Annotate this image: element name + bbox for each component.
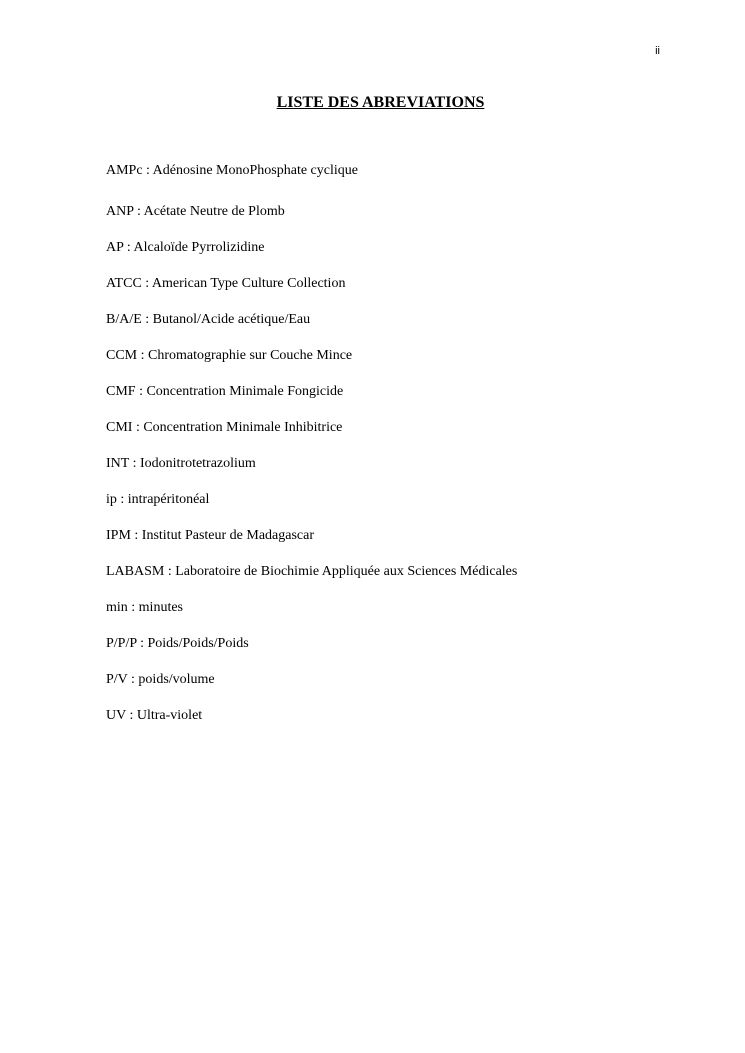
abbreviation-item: P/V : poids/volume	[106, 672, 215, 687]
abbreviation-item: CCM : Chromatographie sur Couche Mince	[106, 348, 353, 363]
abbreviation-item: CMI : Concentration Minimale Inhibitrice	[106, 420, 343, 435]
abbreviation-item: ip : intrapéritonéal	[106, 492, 210, 507]
abbreviation-item: AP : Alcaloïde Pyrrolizidine	[106, 240, 265, 255]
abbreviation-item: P/P/P : Poids/Poids/Poids	[106, 636, 249, 651]
abbreviation-item: ATCC : American Type Culture Collection	[106, 276, 346, 291]
abbreviation-item: ANP : Acétate Neutre de Plomb	[106, 204, 285, 219]
abbreviation-item: B/A/E : Butanol/Acide acétique/Eau	[106, 312, 311, 327]
abbreviation-item: LABASM : Laboratoire de Biochimie Appliquée aux Sciences Médicales	[106, 564, 518, 579]
page-number: ii	[655, 45, 660, 57]
abbreviation-item: CMF : Concentration Minimale Fongicide	[106, 384, 344, 399]
abbreviation-list	[106, 161, 517, 742]
abbreviation-item: INT : Iodonitrotetrazolium	[106, 456, 256, 471]
abbreviation-item: min : minutes	[106, 600, 183, 615]
abbreviation-item: AMPc : Adénosine MonoPhosphate cyclique	[106, 163, 358, 178]
abbreviation-item: IPM : Institut Pasteur de Madagascar	[106, 528, 315, 543]
page-title: LISTE DES ABREVIATIONS	[276, 94, 485, 111]
abbreviation-item: UV : Ultra-violet	[106, 708, 203, 723]
